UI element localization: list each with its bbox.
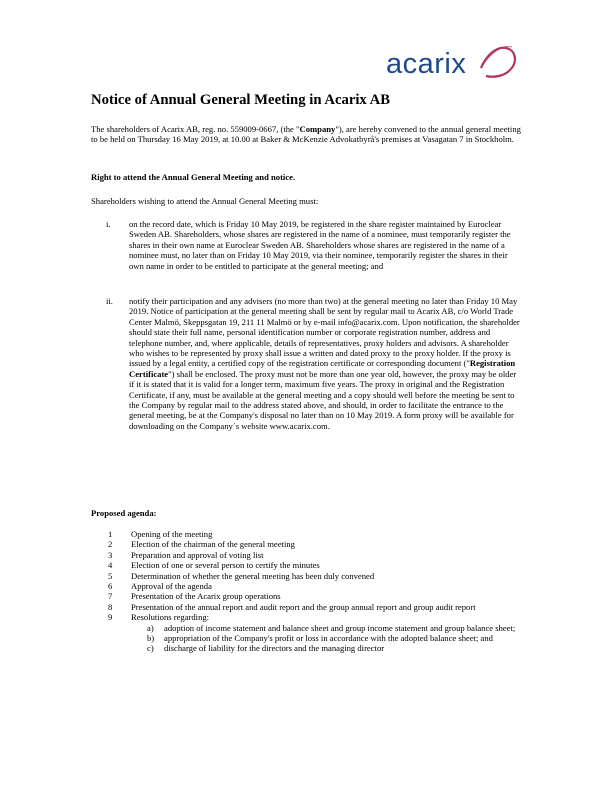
agenda-item	[91, 591, 521, 601]
condition-text-start: notify their participation and any advisers (no more than two) at the general meeting no later than Friday 10 May 2019. Notice of participation at the general meeting shall be sent by regular mail to Acarix AB, c/o World Trade Center Malmö, Skeppsgatan 19, 211 11 Malmö or by e-mail info@acarix.com. Upon notification, the shareholder should state their full name, personal identification number or corporate registration number, address and telephone number, and, where applicable, details of representatives, proxy holders and advisors. A shareholder who wishes to be represented by proxy shall issue a written and dated proxy to the proxy holder. If the proxy is issued by a legal entity, a certified copy of the registration certificate or corresponding document ("	[129, 296, 520, 369]
agenda-item	[91, 539, 521, 549]
agenda-item	[91, 560, 521, 570]
agenda-item	[91, 612, 521, 622]
resolution-letter: c)	[147, 643, 154, 654]
agenda-list	[91, 529, 521, 654]
agenda-text: Resolutions regarding:	[131, 612, 210, 623]
intro-text-start: The shareholders of Acarix AB, reg. no. 559009-0667, (the "	[91, 124, 300, 134]
intro-company-term: Company	[299, 124, 336, 134]
resolution-letter: b)	[147, 633, 155, 644]
agenda-number: 2	[108, 539, 113, 550]
agenda-item	[91, 602, 521, 612]
agenda-text: Election of the chairman of the general meeting	[131, 539, 295, 550]
agenda-text: Determination of whether the general meeting has been duly convened	[131, 570, 375, 581]
agenda-text: Presentation of the Acarix group operations	[131, 591, 281, 602]
agenda-item	[91, 550, 521, 560]
agenda-text: Election of one or several person to certify the minutes	[131, 560, 320, 571]
agenda-number: 4	[108, 560, 113, 571]
resolution-text: adoption of income statement and balance sheet and group income statement and group balance sheet;	[164, 622, 516, 633]
agenda-text: Preparation and approval of voting list	[131, 549, 264, 560]
agenda-number: 9	[108, 612, 113, 623]
agenda-item	[91, 529, 521, 539]
agenda-number: 8	[108, 601, 113, 612]
agenda-text: Presentation of the annual report and audit report and the group annual report and group audit report	[131, 601, 476, 612]
condition-numeral: i.	[106, 219, 111, 229]
condition-text-end: ") shall be enclosed. The proxy must not be more than one year old, however, the proxy may be older if it is stated that it is valid for a longer term, maximum five years. The proxy in original and the Registration Certificate, if any, must be available at the general meeting and a copy should well before the meeting be sent to the Company by regular mail to the address stated above, and should, in order to facilitate the entrance to the general meeting, be at the Company's disposal no later than on 10 May 2019. A form proxy will be available for downloading on the Company´s website www.acarix.com.	[129, 368, 517, 431]
intro-text-end: "), are hereby convened to the annual general meeting to be held on Thursday 16 May 2019, at 10.00 at Baker & McKenzie Advokatbyrå's premises at Vasagatan 7 in Stockholm.	[91, 124, 521, 145]
agenda-heading: Proposed agenda:	[91, 508, 157, 518]
intro-paragraph	[91, 124, 523, 145]
agenda-item	[91, 571, 521, 581]
attendance-requirements-intro: Shareholders wishing to attend the Annual General Meeting must:	[91, 196, 319, 206]
acarix-logo	[386, 38, 526, 88]
condition-text: on the record date, which is Friday 10 May 2019, be registered in the share register maintained by Euroclear Sweden AB. Shareholders, whose shares are registered in the name of a nominee, must temporarily register the shares in their own name at Euroclear Sweden AB. Shareholders whose shares are registered in the name of a nominee must, no later than on Friday 10 May 2019, via their nominee, temporarily register the shares in their own name in order to be entitled to participate at the general meeting; and	[129, 219, 511, 271]
agenda-text: Approval of the agenda	[131, 581, 212, 592]
resolution-text: appropriation of the Company's profit or loss in accordance with the adopted balance sheet; and	[164, 633, 493, 644]
agenda-number: 1	[108, 529, 113, 539]
logo-wordmark: acarix	[386, 48, 467, 80]
agenda-number: 5	[108, 570, 113, 581]
agenda-number: 7	[108, 591, 113, 602]
resolution-item	[131, 633, 521, 643]
page-title: Notice of Annual General Meeting in Acarix AB	[91, 92, 391, 108]
resolution-letter: a)	[147, 622, 154, 633]
agenda-item	[91, 581, 521, 591]
condition-text	[129, 296, 521, 431]
agenda-text: Opening of the meeting	[131, 529, 213, 539]
registration-certificate-term: Registration Certificate	[129, 358, 516, 379]
resolution-item	[131, 643, 521, 653]
right-to-attend-heading: Right to attend the Annual General Meeting and notice.	[91, 172, 296, 182]
resolution-item	[131, 623, 521, 633]
resolution-text: discharge of liability for the directors and the managing director	[164, 643, 385, 654]
agenda-number: 3	[108, 549, 113, 560]
agenda-number: 6	[108, 581, 113, 592]
condition-numeral: ii.	[106, 296, 113, 306]
